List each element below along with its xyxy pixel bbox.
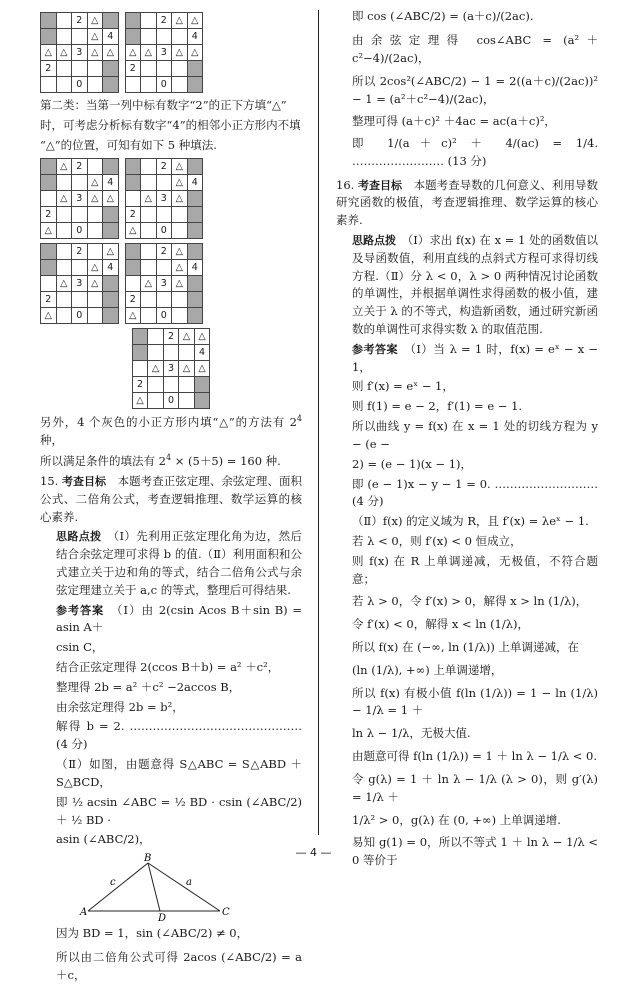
right-line: 即 cos (∠ABC/2) = (a＋c)/(2ac). <box>352 9 534 23</box>
q15-line: 结合正弦定理得 2(ccos B＋b) = a² ＋c²， <box>56 660 280 674</box>
q15-area-equation-2: asin (∠ABC/2)， <box>56 832 151 847</box>
grid-row-4 <box>40 328 302 409</box>
q16-lines <box>336 378 598 870</box>
grid-table <box>125 243 204 324</box>
grid-cell: △ <box>172 191 188 207</box>
grid-row-3 <box>40 243 302 324</box>
grid-cell <box>156 175 172 191</box>
point-d-label: D <box>158 913 167 925</box>
grid-table <box>40 12 119 93</box>
grid-table <box>40 243 119 324</box>
grid-cell <box>187 207 203 223</box>
grid-cell: △ <box>141 191 157 207</box>
q16-line: 则 f(1) = e − 2，f′(1) = e − 1. <box>352 399 523 414</box>
conclusion-line-2: 所以满足条件的填法有 $2^4 \times (5+5) = 160$ 种. <box>40 453 281 469</box>
grid-cell: △ <box>87 45 103 61</box>
grid-cell: 2 <box>41 207 57 223</box>
q16-line: 2) = (e − 1)(x − 1)， <box>352 456 473 471</box>
grid-cell: △ <box>187 45 203 61</box>
q15-goal: 15. 考查目标 本题考查正弦定理、余弦定理、面积公式、二倍角公式，考查逻辑推理、数学运算的核心素养. <box>40 473 303 524</box>
grid-cell: △ <box>87 175 103 191</box>
side-c-label: c <box>110 877 116 889</box>
grid-cell: 3 <box>156 276 172 292</box>
grid-cell: △ <box>41 308 57 324</box>
grid-cell <box>141 260 157 276</box>
grid-cell <box>72 61 88 77</box>
grid-cell <box>187 191 203 207</box>
grid-cell: 2 <box>41 292 57 308</box>
q16-line: 令 g(λ) = 1 ＋ ln λ − 1/λ (λ > 0)，则 g′(λ) = 1/λ ＋ <box>352 771 598 804</box>
grid-cell <box>132 361 148 377</box>
grid-cell <box>41 175 57 191</box>
grid-cell <box>41 260 57 276</box>
grid-cell <box>148 393 164 409</box>
grid-cell: △ <box>172 159 188 175</box>
q16-line: 易知 g(1) = 0，所以不等式 1 ＋ ln λ − 1/λ < 0 等价于 <box>352 835 598 868</box>
grid-cell: 2 <box>156 244 172 260</box>
grid-cell: 2 <box>72 13 88 29</box>
grid-cell <box>41 159 57 175</box>
grid-cell <box>179 345 195 361</box>
grid-cell <box>132 329 148 345</box>
grid-cell <box>125 13 141 29</box>
grid-table <box>125 12 204 93</box>
grid-cell <box>103 207 119 223</box>
grid-cell: △ <box>172 175 188 191</box>
grid-cell <box>125 260 141 276</box>
grid-cell <box>41 29 57 45</box>
q16-line: 所以曲线 y = f(x) 在 x = 1 处的切线方程为 y − (e − <box>352 419 598 451</box>
grid-cell: 4 <box>103 175 119 191</box>
grid-cell: △ <box>41 223 57 239</box>
grid-cell <box>141 77 157 93</box>
grid-cell <box>148 329 164 345</box>
grid-cell: △ <box>148 361 164 377</box>
type2-line: “△”的位置，可知有如下 5 种填法. <box>40 137 217 152</box>
right-line: 整理可得 (a＋c)² ＋4ac = ac(a＋c)²， <box>352 114 556 129</box>
grid-cell: △ <box>87 191 103 207</box>
grid-cell <box>163 345 179 361</box>
right-column <box>336 8 598 872</box>
q15-answer: 参考答案 （Ⅰ）由 2(csin Acos B＋sin B) = asin A＋ <box>56 602 303 635</box>
grid-cell: △ <box>87 260 103 276</box>
grid-cell <box>163 377 179 393</box>
grid-row-1 <box>40 12 302 93</box>
grid-cell: △ <box>103 45 119 61</box>
grid-cell <box>141 308 157 324</box>
grid-cell: 2 <box>41 61 57 77</box>
grid-cell <box>87 77 103 93</box>
right-line: 即 1/(a＋c)² ＋ 4/(ac) = 1/4. …………………… (13 分) <box>352 135 598 168</box>
grid-cell <box>72 292 88 308</box>
grid-cell <box>194 377 210 393</box>
grid-cell: 0 <box>72 223 88 239</box>
grid-cell: 0 <box>72 308 88 324</box>
grid-cell <box>172 77 188 93</box>
grid-cell <box>141 175 157 191</box>
grid-cell <box>141 207 157 223</box>
grid-cell <box>41 13 57 29</box>
q16-line: 1/λ² > 0，g(λ) 在 (0, +∞) 上单调递增. <box>352 812 561 827</box>
grid-cell <box>148 345 164 361</box>
left-column <box>40 8 302 987</box>
grid-cell: △ <box>103 244 119 260</box>
grid-cell <box>125 276 141 292</box>
grid-cell: 2 <box>156 159 172 175</box>
q16-line: (ln (1/λ), +∞) 上单调递增， <box>352 662 503 677</box>
grid-cell <box>87 61 103 77</box>
grid-cell <box>56 223 72 239</box>
grid-cell <box>179 377 195 393</box>
grid-cell <box>187 159 203 175</box>
grid-cell <box>187 292 203 308</box>
grid-cell <box>156 260 172 276</box>
q15-double-angle-line: 所以由二倍角公式可得 2acos (∠ABC/2) = a＋c， <box>56 949 302 982</box>
grid-cell <box>156 61 172 77</box>
grid-cell <box>172 207 188 223</box>
grid-cell <box>103 223 119 239</box>
q16-line: 即 (e − 1)x − y − 1 = 0. ……………………… (4 分) <box>352 476 598 509</box>
grid-cell <box>141 159 157 175</box>
q16-line: 若 λ > 0，令 f′(x) > 0，解得 x > ln (1/λ)， <box>352 594 588 609</box>
q16-idea: 思路点拨 （Ⅰ）求出 f(x) 在 x = 1 处的函数值以及导函数值，利用直线的点斜式方程可求得切线方程.（Ⅱ）分 λ < 0，λ > 0 两种情况讨论函数的单调性，并根据单调性求得函数的极小值，建立关于 λ 的不等式，构造新函数，通过研究新函数的单调性可求得实数 λ 的取值范围. <box>352 232 599 336</box>
grid-cell: 0 <box>72 77 88 93</box>
grid-table <box>132 328 211 409</box>
grid-cell <box>56 29 72 45</box>
grid-cell <box>56 61 72 77</box>
grid-cell: 3 <box>72 45 88 61</box>
grid-cell <box>141 292 157 308</box>
grid-cell <box>56 244 72 260</box>
grid-cell <box>125 159 141 175</box>
grid-cell <box>125 191 141 207</box>
q15-area-equation: 即 ½ acsin ∠ABC = ½ BD · csin (∠ABC/2) ＋ ½ BD · <box>56 794 302 827</box>
q16-line: ln λ − 1/λ，无极大值. <box>352 726 471 741</box>
grid-cell <box>187 223 203 239</box>
right-line: 所以 2cos²(∠ABC/2) − 1 = 2((a＋c)/(2ac))² − 1 = (a²＋c²−4)/(2ac)， <box>352 74 598 107</box>
grid-cell: △ <box>172 260 188 276</box>
grid-cell: △ <box>56 191 72 207</box>
grid-cell <box>172 292 188 308</box>
grid-cell <box>148 377 164 393</box>
grid-cell <box>87 308 103 324</box>
grid-cell <box>187 276 203 292</box>
grid-cell <box>125 244 141 260</box>
q15-line: （Ⅱ）如图，由题意得 S△ABC = S△ABD ＋S△BCD， <box>56 757 302 789</box>
grid-cell: △ <box>56 276 72 292</box>
grid-cell: △ <box>187 13 203 29</box>
q16-line: 所以 f(x) 有极小值 f(ln (1/λ)) = 1 − ln (1/λ) − 1/λ = 1 ＋ <box>352 685 598 718</box>
grid-cell: 4 <box>103 29 119 45</box>
grid-cell <box>156 29 172 45</box>
grid-row-2 <box>40 158 302 239</box>
grid-cell: 0 <box>156 77 172 93</box>
grid-cell <box>141 29 157 45</box>
grid-cell <box>172 61 188 77</box>
grid-cell: △ <box>56 159 72 175</box>
grid-cell: 3 <box>156 45 172 61</box>
grid-cell: 2 <box>125 207 141 223</box>
q15-line: csin C， <box>56 640 104 655</box>
grid-cell <box>87 159 103 175</box>
vertex-a-label: A <box>80 907 88 919</box>
q16-line: 则 f(x) 在 R 上单调递减，无极值，不符合题意； <box>352 553 598 586</box>
grid-cell: 2 <box>125 61 141 77</box>
grid-table <box>40 158 119 239</box>
grid-cell <box>56 175 72 191</box>
grid-cell: △ <box>172 276 188 292</box>
grid-cell: △ <box>125 223 141 239</box>
grid-cell <box>179 393 195 409</box>
grid-cell <box>103 159 119 175</box>
grid-cell: 0 <box>156 308 172 324</box>
q15-line: 解得 b = 2. ……………………………………… (4 分) <box>56 719 302 752</box>
conclusion-line-1: 另外，4 个灰色的小正方形内填“△”的方法有 $2^4$ 种， <box>40 414 302 448</box>
grid-cell <box>125 77 141 93</box>
grid-cell <box>87 244 103 260</box>
grid-cell: △ <box>172 244 188 260</box>
q16-line: 令 f′(x) < 0，解得 x < ln (1/λ)， <box>352 617 530 632</box>
grid-cell: 3 <box>156 191 172 207</box>
grid-cell: △ <box>172 45 188 61</box>
grid-cell <box>56 207 72 223</box>
page-number: — 4 — <box>295 846 332 859</box>
grid-cell: △ <box>141 45 157 61</box>
grid-cell: 0 <box>156 223 172 239</box>
q16-goal: 16. 考查目标 本题考查导数的几何意义、利用导数研究函数的极值，考查逻辑推理、数学运算的核心素养. <box>336 177 599 228</box>
q16-line: 由题意可得 f(ln (1/λ)) = 1 ＋ ln λ − 1/λ < 0. <box>352 749 598 764</box>
grid-cell: △ <box>125 45 141 61</box>
grid-cell <box>41 191 57 207</box>
grid-cell <box>87 223 103 239</box>
grid-cell <box>87 292 103 308</box>
grid-cell: △ <box>194 361 210 377</box>
q16-line: 若 λ < 0，则 f′(x) < 0 恒成立， <box>352 533 522 548</box>
grid-cell: 3 <box>72 276 88 292</box>
side-a-label: a <box>186 877 192 889</box>
q15-line: 由余弦定理得 2b = b²， <box>56 699 184 714</box>
q16-line: 所以 f(x) 在 (−∞, ln (1/λ)) 上单调递减，在 <box>352 640 580 654</box>
grid-cell <box>156 292 172 308</box>
q16-line: （Ⅱ）f(x) 的定义域为 R，且 f′(x) = λeˣ − 1. <box>352 514 589 529</box>
grid-cell: △ <box>41 45 57 61</box>
right-line: 由余弦定理得 cos∠ABC = (a²＋c²−4)/(2ac)， <box>352 32 598 65</box>
grid-cell <box>56 260 72 276</box>
grid-cell <box>187 308 203 324</box>
grid-cell: △ <box>179 329 195 345</box>
grid-cell <box>103 308 119 324</box>
column-divider <box>318 10 319 835</box>
grid-cell <box>56 77 72 93</box>
grid-cell <box>141 244 157 260</box>
grid-cell <box>72 207 88 223</box>
grid-cell: △ <box>87 276 103 292</box>
grid-cell: △ <box>172 13 188 29</box>
q16-answer: 参考答案 （Ⅰ）当 λ = 1 时，f(x) = eˣ − x − 1， <box>352 341 598 374</box>
grid-cell: 2 <box>125 292 141 308</box>
q15-idea: 思路点拨 （Ⅰ）先利用正弦定理化角为边，然后结合余弦定理可求得 b 的值.（Ⅱ）利用面积和公式建立关于边和角的等式，结合二倍角公式与余弦定理建立关于 a,c 的等式，整理后可得结果. <box>56 529 303 597</box>
grid-cell <box>103 276 119 292</box>
grid-cell <box>187 244 203 260</box>
grid-cell: △ <box>87 13 103 29</box>
grid-cell: 4 <box>187 29 203 45</box>
grid-cell: △ <box>141 276 157 292</box>
grid-cell <box>41 77 57 93</box>
triangle-figure <box>80 853 230 925</box>
q15-bd-line: 因为 BD = 1，sin (∠ABC/2) ≠ 0， <box>56 926 249 941</box>
grid-cell <box>125 175 141 191</box>
grid-cell: 2 <box>163 329 179 345</box>
grid-cell <box>103 13 119 29</box>
grid-cell <box>156 207 172 223</box>
grid-cell: △ <box>56 45 72 61</box>
grid-cell <box>56 13 72 29</box>
grid-cell: 4 <box>187 175 203 191</box>
type2-line: 第二类：当第一列中标有数字“2”的正下方填“△” <box>40 98 287 112</box>
grid-cell <box>72 29 88 45</box>
grid-cell <box>172 308 188 324</box>
q15-line: 整理得 2b = a² ＋c² −2accos B， <box>56 679 241 694</box>
grid-cell: 3 <box>163 361 179 377</box>
grid-cell <box>103 61 119 77</box>
grid-cell <box>103 77 119 93</box>
grid-cell: 2 <box>156 13 172 29</box>
grid-cell <box>41 276 57 292</box>
grid-cell: △ <box>125 308 141 324</box>
grid-cell <box>172 223 188 239</box>
grid-cell <box>125 29 141 45</box>
grid-cell <box>194 393 210 409</box>
vertex-c-label: C <box>222 907 230 919</box>
grid-cell: △ <box>87 29 103 45</box>
grid-table <box>125 158 204 239</box>
grid-cell: 3 <box>72 191 88 207</box>
grid-cell: △ <box>179 361 195 377</box>
grid-cell: 2 <box>132 377 148 393</box>
vertex-b-label: B <box>144 853 152 865</box>
grid-cell: △ <box>103 191 119 207</box>
grid-cell <box>87 207 103 223</box>
grid-cell <box>187 61 203 77</box>
grid-cell: 4 <box>187 260 203 276</box>
grid-cell: △ <box>194 329 210 345</box>
grid-cell: △ <box>132 393 148 409</box>
grid-cell <box>141 61 157 77</box>
type2-line: 时，可考虑分析标有数字“4”的相邻小正方形内不填 <box>40 117 301 132</box>
grid-cell <box>72 260 88 276</box>
grid-cell: 0 <box>163 393 179 409</box>
grid-cell <box>132 345 148 361</box>
grid-cell: 2 <box>72 244 88 260</box>
grid-cell <box>56 308 72 324</box>
grid-cell <box>187 77 203 93</box>
grid-cell <box>172 29 188 45</box>
grid-cell: 4 <box>103 260 119 276</box>
grid-cell <box>72 175 88 191</box>
grid-cell <box>103 292 119 308</box>
grid-cell <box>141 13 157 29</box>
grid-cell: 4 <box>194 345 210 361</box>
q16-line: 则 f′(x) = eˣ − 1， <box>352 379 454 394</box>
grid-cell <box>41 244 57 260</box>
grid-cell <box>141 223 157 239</box>
grid-cell: 2 <box>72 159 88 175</box>
grid-cell <box>56 292 72 308</box>
